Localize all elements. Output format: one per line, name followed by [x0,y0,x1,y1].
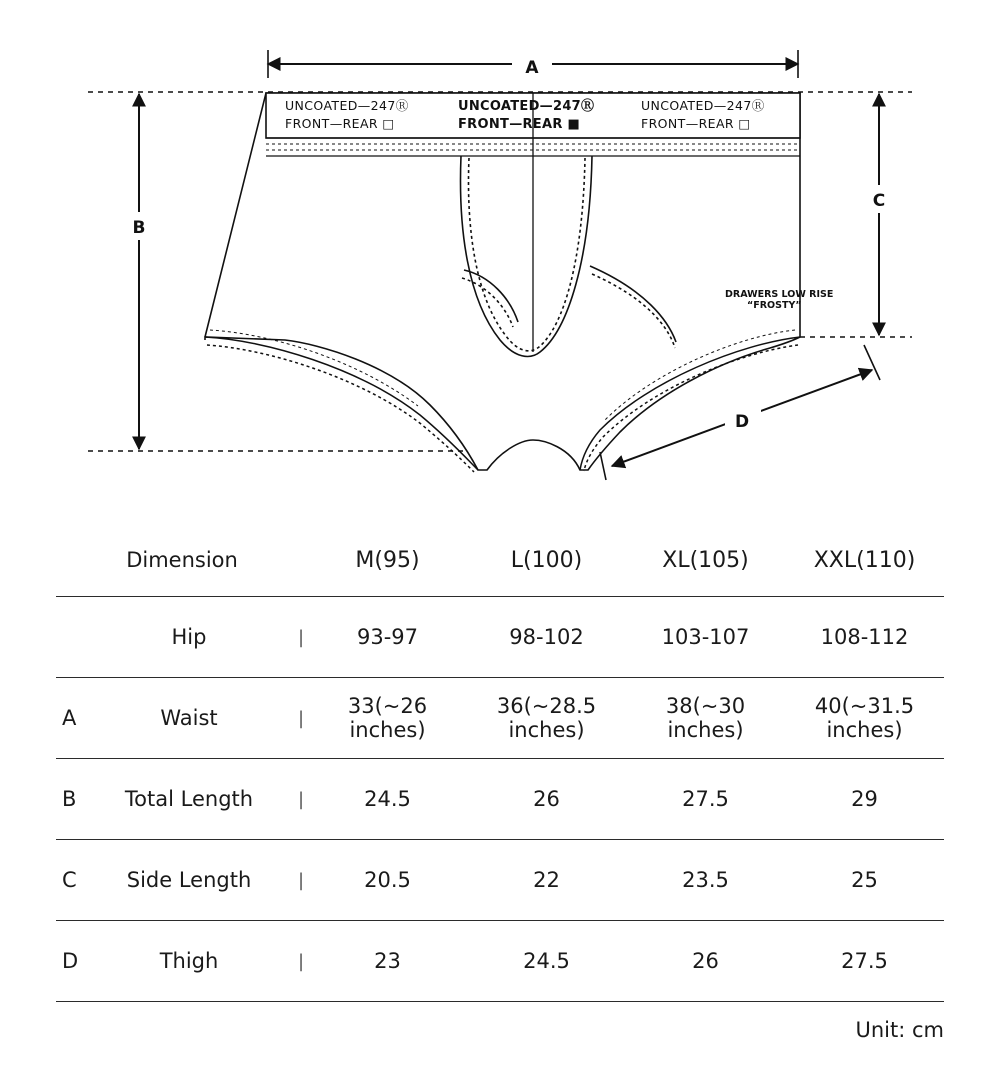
row-name: Side Length [126,868,252,892]
row-name: Waist [160,706,218,730]
header-dimension-cell [56,524,308,597]
cell-side-length-xl: 23.5 [682,868,729,892]
row-name: Total Length [124,787,254,811]
row-letter: C [62,868,77,892]
header-size-xxl: XXL(110) [813,547,916,573]
cell-thigh-l: 24.5 [523,949,570,973]
dimension-b-label: B [132,218,146,238]
header-size-m: M(95) [355,547,420,573]
row-tick: | [297,869,305,891]
row-tick: | [297,788,305,810]
cell-waist-l: 36(~28.5 inches) [496,694,597,742]
cell-hip-xl: 103-107 [661,625,750,649]
table-row [56,921,944,1002]
row-letter: A [62,706,77,730]
row-name: Hip [171,625,207,649]
row-tick: | [297,950,305,972]
row-tick: | [297,626,305,648]
cell-waist-xl: 38(~30 inches) [665,694,746,742]
cell-thigh-xl: 26 [692,949,719,973]
svg-text:FRONT—REAR ■: FRONT—REAR ■ [458,117,581,132]
garment-diagram [0,0,1000,520]
svg-text:UNCOATED—247Ⓡ: UNCOATED—247Ⓡ [285,98,409,113]
table-row [56,678,944,759]
svg-text:FRONT—REAR □: FRONT—REAR □ [641,116,751,131]
cell-side-length-m: 20.5 [364,868,411,892]
cell-hip-xxl: 108-112 [820,625,909,649]
header-dimension-label: Dimension [126,548,238,572]
cell-thigh-xxl: 27.5 [841,949,888,973]
table-header-row [56,524,944,597]
dimension-a-label: A [525,58,539,78]
cell-hip-m: 93-97 [356,625,419,649]
svg-text:FRONT—REAR □: FRONT—REAR □ [285,116,395,131]
row-label-hip [56,597,308,678]
cell-thigh-m: 23 [374,949,401,973]
cell-hip-l: 98-102 [509,625,584,649]
row-tick: | [297,707,305,729]
row-letter: B [62,787,77,811]
svg-text:UNCOATED—247Ⓡ: UNCOATED—247Ⓡ [458,99,595,114]
row-label-total-length [56,759,308,840]
row-letter: D [62,949,79,973]
cell-total-length-xl: 27.5 [682,787,729,811]
row-label-thigh [56,921,308,1002]
header-size-l: L(100) [510,547,583,573]
cell-total-length-l: 26 [533,787,560,811]
cell-total-length-m: 24.5 [364,787,411,811]
cell-total-length-xxl: 29 [851,787,878,811]
table-row [56,597,944,678]
svg-text:“FROSTY”: “FROSTY” [747,300,802,311]
row-name: Thigh [159,949,219,973]
cell-waist-m: 33(~26 inches) [347,694,428,742]
size-chart-table [56,524,944,1002]
table-row [56,759,944,840]
cell-waist-xxl: 40(~31.5 inches) [814,694,915,742]
dimension-d-label: D [734,412,750,432]
cell-side-length-xxl: 25 [851,868,878,892]
cell-side-length-l: 22 [533,868,560,892]
table-row [56,840,944,921]
svg-text:UNCOATED—247Ⓡ: UNCOATED—247Ⓡ [641,98,765,113]
row-label-waist [56,678,308,759]
svg-text:DRAWERS LOW RISE: DRAWERS LOW RISE [725,289,834,300]
unit-note: Unit: cm [855,1018,944,1042]
header-size-xl: XL(105) [662,547,749,573]
row-label-side-length [56,840,308,921]
dimension-c-label: C [872,191,886,211]
